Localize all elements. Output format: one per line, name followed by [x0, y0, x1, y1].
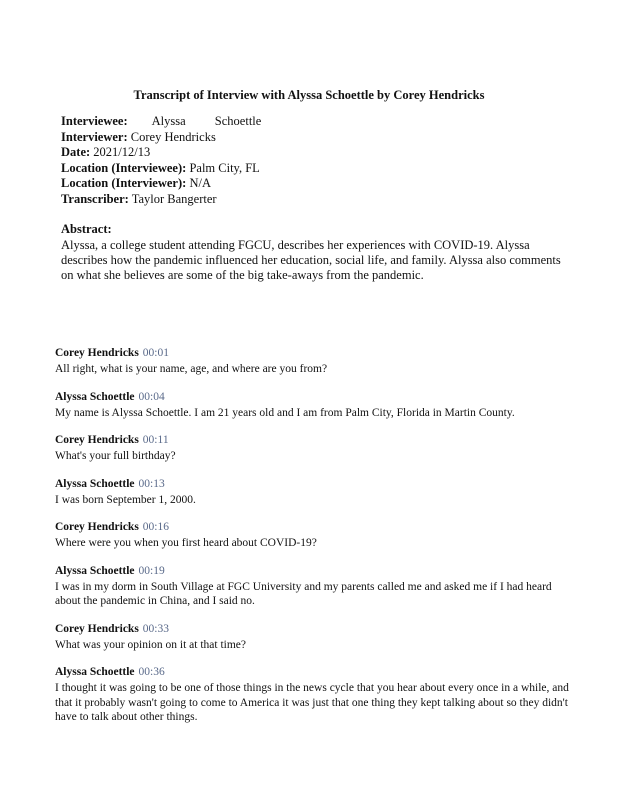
speaker-name: Corey Hendricks [55, 521, 139, 533]
transcript-turn [55, 477, 575, 508]
speaker-name: Alyssa Schoettle [55, 477, 135, 490]
meta-value: Palm City, FL [189, 160, 260, 175]
meta-date [61, 145, 261, 161]
meta-interviewer [61, 130, 261, 146]
abstract-heading: Abstract: [61, 222, 112, 236]
interview-metadata [61, 114, 261, 207]
meta-interviewee [61, 114, 261, 130]
timestamp: 00:16 [142, 521, 169, 533]
speaker-name: Corey Hendricks [55, 434, 139, 446]
transcript-turn [55, 390, 575, 421]
abstract-text: Alyssa, a college student attending FGCU, describes her experiences with COVID-19. Alyssa describes how the pandemic influenced her education, social life, and family. Alyssa also comments on what she believes are some of the big take-aways from the pandemic. [61, 238, 561, 283]
meta-value: N/A [189, 176, 211, 190]
meta-value: 2021/12/13 [93, 145, 151, 159]
transcript-turn [55, 665, 575, 725]
document-title: Transcript of Interview with Alyssa Schoettle by Corey Hendricks [133, 88, 485, 102]
meta-label: Interviewer: [61, 129, 128, 144]
transcript-turn [55, 520, 575, 551]
timestamp: 00:33 [142, 622, 169, 635]
meta-location-interviewee [61, 161, 261, 177]
meta-value: Corey Hendricks [130, 129, 216, 144]
meta-location-interviewer [61, 176, 261, 192]
utterance-text: I thought it was going to be one of those things in the news cycle that you hear about every once in a while, and that it probably wasn't going to come to America it was just that one thing they kept talking about so they didn't have to talk about other things. [55, 682, 569, 723]
speaker-name: Corey Hendricks [55, 622, 139, 635]
meta-label: Transcriber: [61, 191, 129, 206]
transcript-turn [55, 433, 575, 464]
utterance-text: My name is Alyssa Schoettle. I am 21 years old and I am from Palm City, Florida in Martin County. [55, 406, 515, 419]
utterance-text: I was born September 1, 2000. [55, 493, 196, 506]
utterance-text: Where were you when you first heard about COVID-19? [55, 537, 317, 549]
speaker-name: Alyssa Schoettle [55, 564, 135, 577]
meta-value: Taylor Bangerter [131, 191, 217, 206]
timestamp: 00:11 [142, 434, 169, 446]
transcript-turn [55, 622, 575, 653]
timestamp: 00:19 [138, 564, 165, 577]
meta-label: Interviewee: [61, 114, 128, 128]
speaker-name: Corey Hendricks [55, 347, 139, 359]
speaker-name: Alyssa Schoettle [55, 390, 135, 403]
meta-label: Location (Interviewer): [61, 176, 187, 190]
utterance-text: What was your opinion on it at that time? [55, 638, 246, 651]
transcript [55, 346, 575, 738]
utterance-text: I was in my dorm in South Village at FGC University and my parents called me and asked me if I had heard about the pandemic in China, and I said no. [55, 580, 552, 607]
timestamp: 00:01 [142, 347, 169, 359]
meta-value: Alyssa Schoettle [151, 114, 262, 128]
transcript-turn [55, 564, 575, 609]
timestamp: 00:36 [138, 666, 165, 678]
meta-transcriber [61, 192, 261, 208]
timestamp: 00:13 [138, 477, 165, 490]
timestamp: 00:04 [138, 390, 165, 403]
meta-label: Date: [61, 145, 91, 159]
transcript-turn [55, 346, 575, 377]
utterance-text: What's your full birthday? [55, 450, 176, 462]
meta-label: Location (Interviewee): [61, 160, 187, 175]
utterance-text: All right, what is your name, age, and where are you from? [55, 363, 328, 375]
speaker-name: Alyssa Schoettle [55, 666, 135, 678]
